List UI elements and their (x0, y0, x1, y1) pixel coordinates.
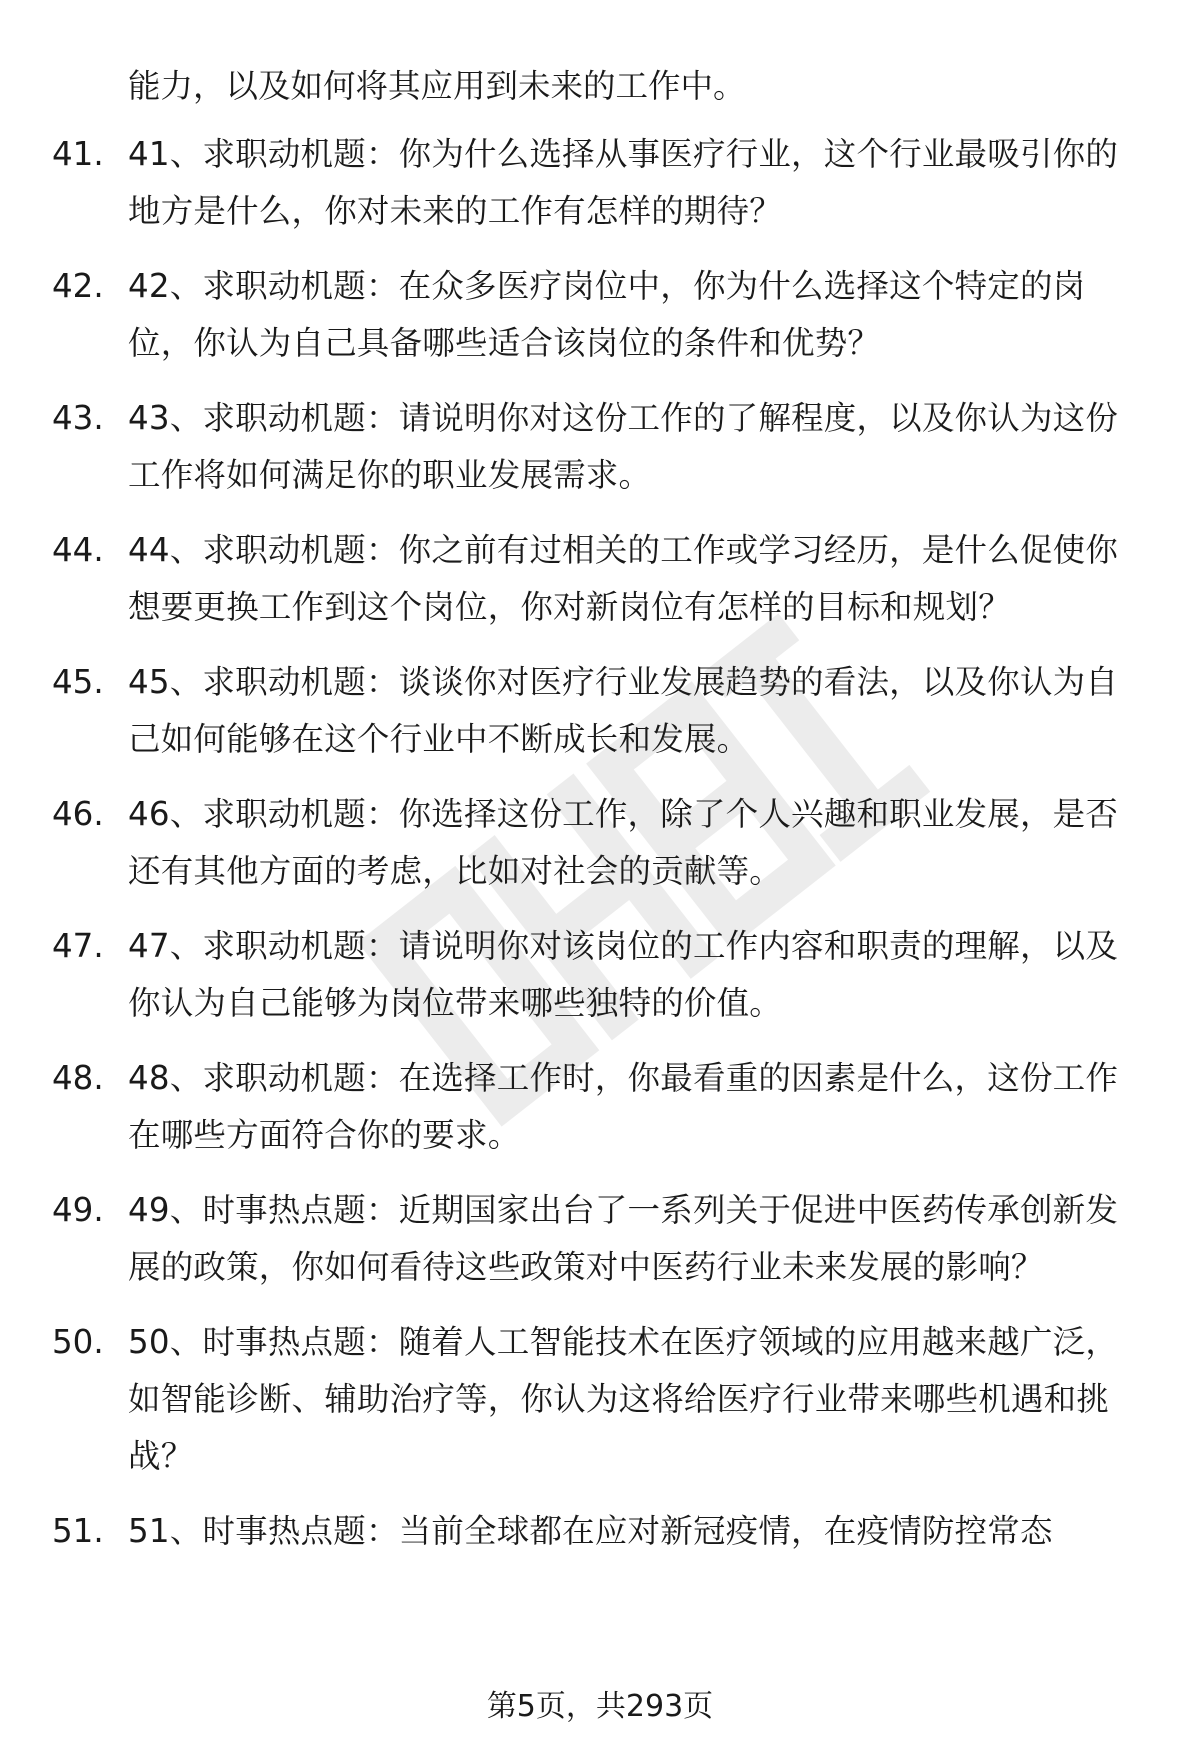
list-item (0, 522, 1200, 636)
list-item-text: 44、求职动机题：你之前有过相关的工作或学习经历，是什么促使你想要更换工作到这个岗位，你对新岗位有怎样的目标和规划？ (128, 531, 1119, 626)
list-item-number: 45. (52, 663, 104, 701)
list-item-number: 44. (52, 531, 104, 569)
list-item-number: 41. (52, 135, 104, 173)
list-item-number: 51. (52, 1512, 104, 1550)
list-item-text: 45、求职动机题：谈谈你对医疗行业发展趋势的看法，以及你认为自己如何能够在这个行业中不断成长和发展。 (128, 663, 1119, 758)
list-item-text: 50、时事热点题：随着人工智能技术在医疗领域的应用越来越广泛，如智能诊断、辅助治疗等，你认为这将给医疗行业带来哪些机遇和挑战？ (128, 1323, 1119, 1475)
list-item (0, 918, 1200, 1032)
list-item-number: 48. (52, 1059, 104, 1097)
list-item (0, 126, 1200, 240)
question-list (0, 126, 1200, 1578)
list-item-text: 41、求职动机题：你为什么选择从事医疗行业，这个行业最吸引你的地方是什么，你对未来的工作有怎样的期待？ (128, 135, 1119, 230)
list-item-text: 48、求职动机题：在选择工作时，你最看重的因素是什么，这份工作在哪些方面符合你的要求。 (128, 1059, 1119, 1154)
list-item (0, 390, 1200, 504)
list-item (0, 258, 1200, 372)
list-item-number: 47. (52, 927, 104, 965)
continued-text: 能力，以及如何将其应用到未来的工作中。 (128, 67, 746, 105)
list-item-text: 46、求职动机题：你选择这份工作，除了个人兴趣和职业发展，是否还有其他方面的考虑，比如对社会的贡献等。 (128, 795, 1119, 890)
list-item (0, 654, 1200, 768)
list-item (0, 1503, 1200, 1560)
list-item-number: 46. (52, 795, 104, 833)
list-item-text: 47、求职动机题：请说明你对该岗位的工作内容和职责的理解，以及你认为自己能够为岗位带来哪些独特的价值。 (128, 927, 1119, 1022)
list-item (0, 1050, 1200, 1164)
list-item (0, 1182, 1200, 1296)
list-item-number: 49. (52, 1191, 104, 1229)
list-item-number: 43. (52, 399, 104, 437)
list-item (0, 786, 1200, 900)
list-item-text: 43、求职动机题：请说明你对这份工作的了解程度，以及你认为这份工作将如何满足你的职业发展需求。 (128, 399, 1119, 494)
list-item-number: 42. (52, 267, 104, 305)
list-item (0, 1314, 1200, 1485)
list-item-number: 50. (52, 1323, 104, 1361)
list-item-text: 51、时事热点题：当前全球都在应对新冠疫情，在疫情防控常态 (128, 1512, 1053, 1550)
list-item-text: 49、时事热点题：近期国家出台了一系列关于促进中医药传承创新发展的政策，你如何看待这些政策对中医药行业未来发展的影响？ (128, 1191, 1119, 1286)
list-item-text: 42、求职动机题：在众多医疗岗位中，你为什么选择这个特定的岗位，你认为自己具备哪些适合该岗位的条件和优势？ (128, 267, 1086, 362)
page-number: 第5页，共293页 (486, 1689, 714, 1724)
